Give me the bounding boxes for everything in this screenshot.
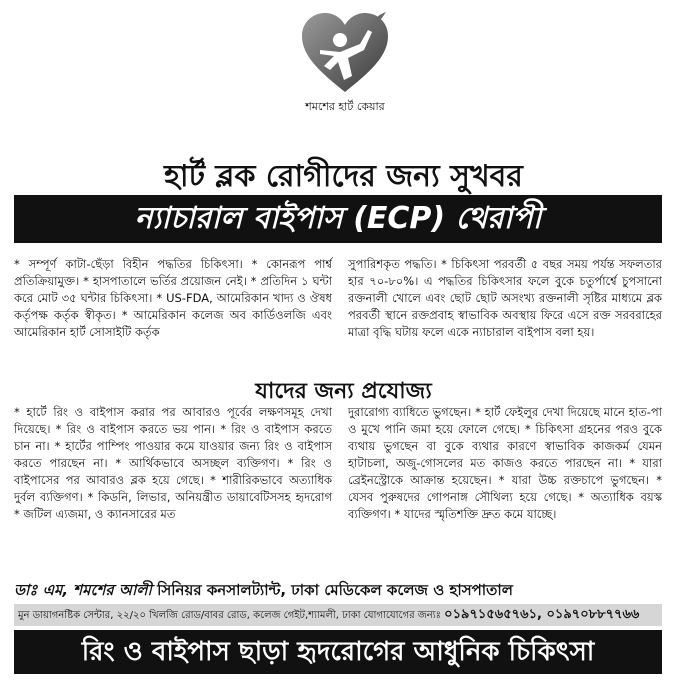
- intro-section: [14, 256, 662, 390]
- applicable-section: [14, 404, 662, 574]
- contact-address: মুন ডায়াগনষ্টিক সেন্টার, ২২/২০ খিলজি রোড/বাবর রোড, কলেজ গেইট,শ্যামলী, ঢাকা যোগাযোগের জন্যঃ: [18, 610, 441, 621]
- logo: [290, 10, 400, 122]
- headline: হার্ট ব্লক রোগীদের জন্য সুখবর: [164, 159, 523, 194]
- contact-bar: [14, 604, 662, 626]
- heart-with-figure-icon: [300, 10, 390, 96]
- applicable-left-column: * হার্টে রিং ও বাইপাস করার পর আবারও পূর্বের লক্ষণসমূহ দেখা দিয়েছে। * রিং ও বাইপাস করতে ভয় পান। * রিং ও বাইপাস করতে চান না। * হার্টের পাম্পিং পাওয়ার কমে যাওয়ার জন্য রিং ও বাইপাস করতে পারছেন না। * আর্থিকভাবে অসচ্ছল ব্যক্তিগণ। * রিং ও বাইপাসের পর আবারও ব্লক হয়ে গেছে। * শারীরিকভাবে অত্যাধিক দুর্বল ব্যক্তিগণ। * কিডনি, লিভার, অনিয়ন্ত্রীত ডায়াবেটিসসহ হৃদরোগ * জটিল এ্যজমা, ও ক্যানসারের মত: [14, 405, 332, 521]
- contact-phones[interactable]: ০১৯৭১৫৬৫৭৬১, ০১৯৭০৮৮৭৭৬৬: [444, 607, 640, 622]
- applicable-right-column: দুরারোগ্য ব্যাধিতে ভুগছেন। * হার্ট ফেইলুর দেখা দিয়েছে মানে হাত-পা ও মুখে পানি জমা হয়ে ফোলে গেছে। * চিকিৎসা গ্রহনের পরও বুকে ব্যথায় ভুগছেন বা বুকে ব্যথার কারণে স্বাভাবিক কাজকর্ম যেমন হাটাচলা, অজু-গোসলের মত কাজও করতে পারছেন না। * যারা ব্রেইনস্ট্রোকে আক্রান্ত হয়েছেন। * যারা উচ্চ রক্তচাপে ভুগছেন। * যেসব পুরুষদের গোপনাঙ্গ সৌথিল্য হয়ে গেছে। * অত্যাধিক বয়স্ক ব্যক্তিগণ। * যাদের স্মৃতিশক্তি দ্রুত কমে যাচ্ছে।: [348, 405, 662, 521]
- footer-banner: রিং ও বাইপাস ছাড়া হৃদরোগের আধুনিক চিকিৎসা: [14, 630, 662, 674]
- therapy-banner: ন্যাচারাল বাইপাস (ECP) থেরাপী: [14, 195, 662, 243]
- doctor-title: সিনিয়র কনসালট্যান্ট, ঢাকা মেডিকেল কলেজ ও হাসপাতাল: [157, 581, 513, 599]
- intro-right-column: সুপারিশকৃত পদ্ধতি। * চিকিৎসা পরবর্তী ৫ বছর সময় পর্যন্ত সফলতার হার ৭০-৮০%। এ পদ্ধতির চিকিৎসার ফলে বুকে চতুর্পার্শ্বে চুপসানো রক্তনালী খোলে এবং ছোট ছোট অসংখ্য রক্তনালী সৃষ্টির মাধ্যমে ব্লক পরবর্তী স্থানে রক্তপ্রবাহ স্বাভাবিক অবস্থায় ফিরে এসে রক্ত সরবরাহের মাত্রা বৃদ্ধি ঘটায় ফলে একে ন্যাচারাল বাইপাস বলা হয়।: [348, 257, 662, 339]
- section-title: যাদের জন্য প্রযোজ্য: [255, 379, 432, 404]
- intro-left-column: * সম্পূর্ণ কাটা-ছেঁড়া বিহীন পদ্ধতির চিকিৎসা। * কোনরূপ পার্শ্ব প্রতিক্রিয়ামুক্ত। * হাসপাতালে ভর্তির প্রয়োজন নেই। * প্রতিদিন ১ ঘন্টা করে মোট ৩৫ ঘন্টার চিকিৎসা। * US-FDA, আমেরিকান খাদ্য ও ঔষধ কর্তৃপক্ষ কর্তৃক স্বীকৃত। * আমেরিকান কলেজ অব কার্ডিওলজি এবং আমেরিকান হার্ট সোসাইটি কর্তৃক: [14, 257, 332, 339]
- logo-caption: শমশের হার্ট কেয়ার: [305, 100, 385, 113]
- doctor-line: [14, 579, 662, 604]
- doctor-name: ডাঃ এম, শমশের আলী: [14, 581, 152, 599]
